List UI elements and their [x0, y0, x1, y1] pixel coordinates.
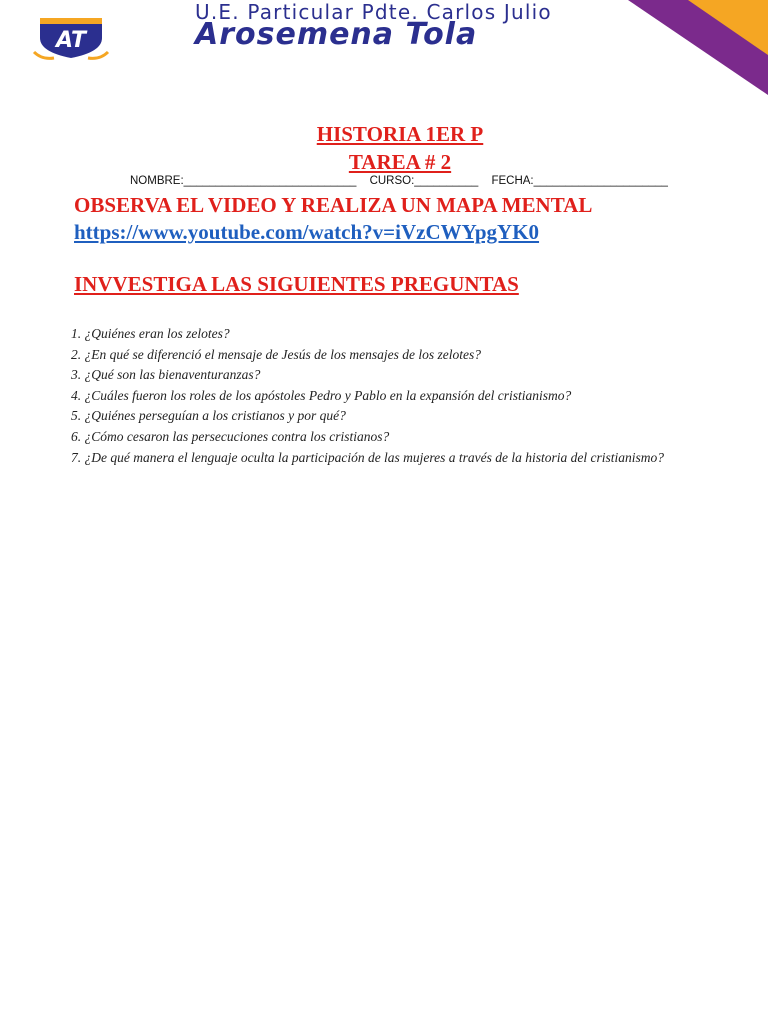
logo-letters: AT	[56, 28, 86, 53]
question-item: 6. ¿Cómo cesaron las persecuciones contra los cristianos?	[71, 428, 390, 444]
question-item: 2. ¿En qué se diferenció el mensaje de Jesús de los mensajes de los zelotes?	[71, 346, 482, 362]
subject-title: HISTORIA 1ER P	[316, 122, 484, 146]
date-field[interactable]: FECHA:_____________________	[491, 175, 668, 187]
question-item: 5. ¿Quiénes perseguían a los cristianos y por qué?	[71, 408, 346, 424]
question-item: 3. ¿Qué son las bienaventuranzas?	[71, 367, 261, 383]
question-item: 4. ¿Cuáles fueron los roles de los apóstoles Pedro y Pablo en la expansión del cristianismo?	[71, 387, 572, 403]
school-name-line2: Arosemena Tola	[195, 17, 478, 52]
corner-ribbon-decoration	[628, 0, 768, 95]
question-item: 7. ¿De qué manera el lenguaje oculta la participación de las mujeres a través de la historia del cristianismo?	[71, 449, 665, 465]
questions-list	[71, 324, 723, 468]
questions-instruction: INVVESTIGA LAS SIGUIENTES PREGUNTAS	[74, 272, 519, 296]
school-name-line1: U.E. Particular Pdte. Carlos Julio	[195, 0, 552, 24]
name-field[interactable]: NOMBRE:___________________________	[130, 175, 357, 187]
student-fields	[130, 175, 678, 187]
assignment-title: TAREA # 2	[348, 150, 452, 174]
question-item: 1. ¿Quiénes eran los zelotes?	[71, 326, 230, 341]
video-instruction: OBSERVA EL VIDEO Y REALIZA UN MAPA MENTAL	[74, 193, 593, 217]
school-logo	[32, 12, 110, 62]
course-field[interactable]: CURSO:__________	[369, 175, 479, 187]
video-link[interactable]: https://www.youtube.com/watch?v=iVzCWYpgYK0	[74, 220, 540, 244]
